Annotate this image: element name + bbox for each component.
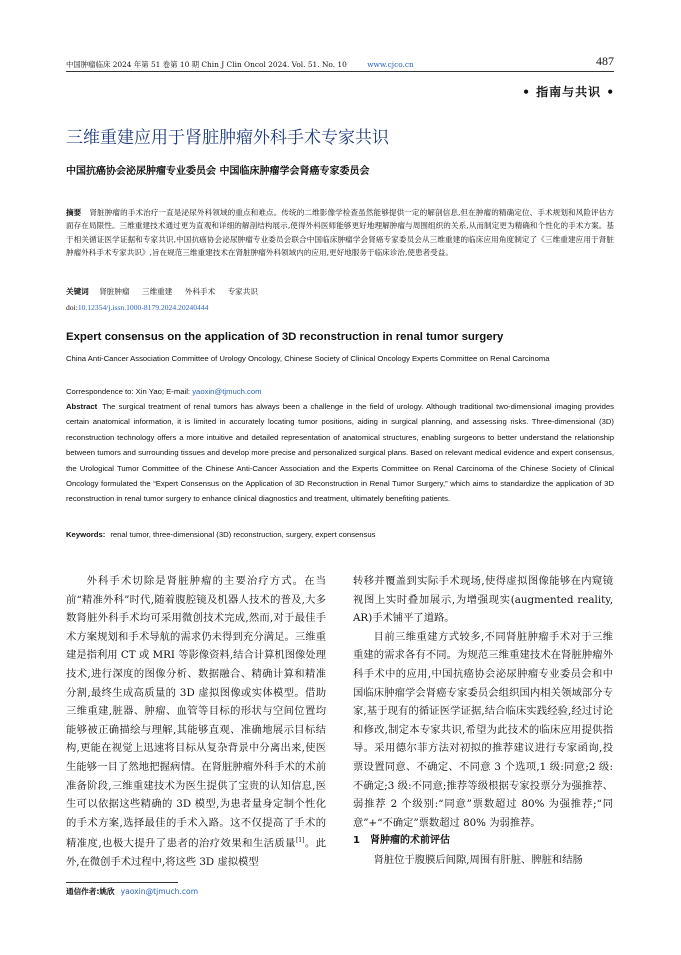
body-text: 。此外,在微创手术过程中,将这些 3D 虚拟模型 xyxy=(66,837,326,869)
keywords-en-text: renal tumor, three-dimensional (3D) reconstruction, surgery, expert consensus xyxy=(110,530,376,539)
abstract-cn xyxy=(66,206,614,259)
keywords-en xyxy=(66,527,614,542)
body-column-right xyxy=(353,572,613,870)
keyword-cn: 外科手术 xyxy=(184,287,216,296)
keywords-cn xyxy=(66,286,614,297)
correspondence-prefix: Correspondence to: Xin Yao; E-mail: xyxy=(66,387,193,396)
correspondence xyxy=(66,384,614,399)
journal-line: 中国肿瘤临床 2024 年第 51 卷第 10 期 Chin J Clin Oncol 2024. Vol. 51. No. 10 xyxy=(66,60,347,69)
running-header xyxy=(66,55,614,71)
header-divider xyxy=(66,71,614,72)
section-heading xyxy=(353,832,613,851)
keyword-cn: 肾脏肿瘤 xyxy=(99,287,130,296)
abstract-en xyxy=(66,399,614,507)
footnote xyxy=(66,886,198,897)
section-tag: • 指南与共识 • xyxy=(522,85,615,99)
body-paragraph: 目前三维重建方式较多,不同肾脏肿瘤手术对于三维重建的需求各有不同。为规范三维重建技术在肾脏肿瘤外科手术中的应用,中国抗癌协会泌尿肿瘤专业委员会和中国临床肿瘤学会肾癌专家委员会组织国内相关领域部分专家,基于现有的循证医学证据,结合临床实践经验,经过讨论和修改,制定本专家共识,希望为此技术的临床应用提供指导。采用德尔菲方法对初拟的推荐建议进行专家函询,投票设置同意、不确定、不同意 3 个选项,1 级:同意;2 级:不确定;3 级:不同意;推荐等级根据专家投票分为强推荐、弱推荐 2 个级别:“同意”票数超过 80% 为强推荐;“同意”+“不确定”票数超过 80% 为弱推荐。 xyxy=(353,630,613,829)
article-title-en: Expert consensus on the application of 3D reconstruction in renal tumor surgery xyxy=(66,331,504,343)
citation-ref[interactable]: [1] xyxy=(295,837,305,845)
keywords-en-label: Keywords: xyxy=(66,530,106,539)
correspondence-email-link[interactable]: yaoxin@tjmuch.com xyxy=(192,387,262,396)
authors-en: China Anti-Cancer Association Committee of Urology Oncology, Chinese Society of Clinical Oncology Experts Committee on Renal Carcinoma xyxy=(66,354,550,363)
doi xyxy=(66,303,208,312)
keywords-cn-label: 关键词 xyxy=(66,287,89,296)
footnote-divider xyxy=(66,882,178,883)
section-number: 1 xyxy=(353,835,360,847)
abstract-en-text: The surgical treatment of renal tumors has always been a challenge in the field of urology. Although traditional two-dimensional imaging provides certain anatomical information, it is limited in accurately locating tumor positions, aiding in surgical planning, and assessing risks. Three-dimensional (3D) reconstruction technology offers a more intuitive and detailed representation of anatomical structures, enabling surgeons to better understand the relationship between tumors and surrounding tissues and develop more precise and personalized surgical plans. Based on relevant medical evidence and expert consensus, the Urological Tumor Committee of the Chinese Anti-Cancer Association and the Experts Committee on Renal Carcinoma of the Chinese Society of Clinical Oncology formulated the “Expert Consensus on the Application of 3D Reconstruction in Renal Tumor Surgery,” which aims to standardize the application of 3D reconstruction in renal tumor surgery to enhance clinical diagnostics and treatment, ultimately benefiting patients. xyxy=(66,402,614,504)
article-title-cn: 三维重建应用于肾脏肿瘤外科手术专家共识 xyxy=(66,128,389,148)
journal-info xyxy=(66,59,414,70)
doi-link[interactable]: 10.12354/j.issn.1000-8179.2024.20240444 xyxy=(77,303,209,312)
page-number: 487 xyxy=(596,54,614,68)
keyword-cn: 三维重建 xyxy=(142,287,173,296)
body-text: 外科手术切除是肾脏肿瘤的主要治疗方式。在当前“精准外科”时代,随着腹腔镜及机器人技术的普及,大多数肾脏外科手术均可采用微创技术完成,然而,对于最佳手术方案规划和手术导航的需求仍未得到充分满足。三维重建是指利用 CT 或 MRI 等影像资料,结合计算机图像处理技术,进行深度的图像分析、数据融合、精确计算和精准分割,最终生成高质量的 3D 虚拟图像或实体模型。借助三维重建,脏器、肿瘤、血管等目标的形状与空间位置均能够被正确描绘与理解,其能够直观、准确地展示目标结构,更能在视觉上迅速将目标从复杂背景中分离出来,使医生能够一目了然地把握病情。在肾脏肿瘤外科手术的术前准备阶段,三维重建技术为医生提供了宝贵的认知信息,医生可以依据这些精确的 3D 模型,为患者量身定制个性化的手术方案,选择最佳的手术入路。这不仅提高了手术的精准度,也极大提升了患者的治疗效果和生活质量 xyxy=(66,575,326,850)
section-title: 肾肿瘤的术前评估 xyxy=(369,835,450,847)
journal-url-link[interactable]: www.cjco.cn xyxy=(367,60,414,69)
doi-label: doi: xyxy=(66,303,78,312)
abstract-cn-text: 肾脏肿瘤的手术治疗一直是泌尿外科领域的重点和难点。传统的二维影像学检查虽然能够提供一定的解剖信息,但在肿瘤的精确定位、手术规划和风险评估方面存在局限性。三维重建技术通过更为直观和详细的解剖结构展示,使得外科医师能够更好地理解肿瘤与周围组织的关系,从而制定更为精确和个性化的手术方案。基于相关循证医学证据和专家共识,中国抗癌协会泌尿肿瘤专业委员会联合中国临床肿瘤学会肾癌专家委员会从三维重建的临床应用角度制定了《三维重建应用于肾脏肿瘤外科手术专家共识》,旨在规范三维重建技术在肾脏肿瘤外科领域内的应用,更好地服务于临床诊治,使患者受益。 xyxy=(66,208,615,257)
abstract-cn-label: 摘要 xyxy=(66,208,82,217)
body-paragraph: 肾脏位于腹膜后间隙,周围有肝脏、脾脏和结肠 xyxy=(373,853,583,866)
footnote-label: 通信作者:姚欣 xyxy=(66,887,115,896)
abstract-en-label: Abstract xyxy=(66,402,98,411)
body-column-left xyxy=(66,572,326,872)
authors-cn: 中国抗癌协会泌尿肿瘤专业委员会 中国临床肿瘤学会肾癌专家委员会 xyxy=(66,166,370,177)
keyword-cn: 专家共识 xyxy=(227,287,258,296)
footnote-email-link[interactable]: yaoxin@tjmuch.com xyxy=(120,887,199,896)
body-paragraph xyxy=(66,572,326,872)
body-paragraph: 转移并覆盖到实际手术现场,使得虚拟图像能够在内窥镜视图上实时叠加展示,为增强现实(augmented reality, AR)手术铺平了道路。 xyxy=(353,575,613,625)
